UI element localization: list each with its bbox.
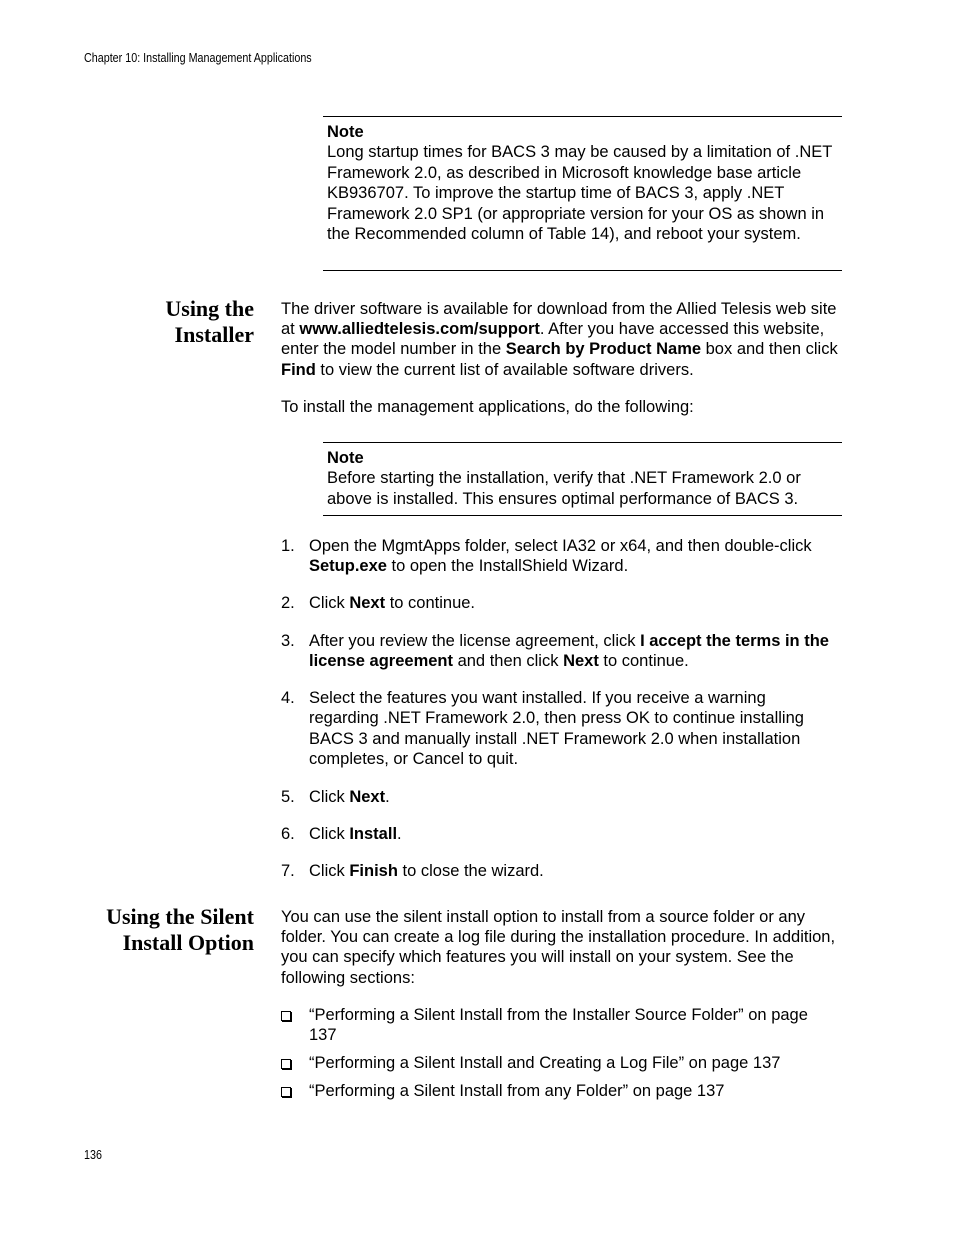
- text-run: . After you have accessed this website, enter the model number in the: [281, 320, 825, 359]
- support-url: www.alliedtelesis.com/support: [299, 320, 540, 339]
- search-field-name: Search by Product Name: [505, 340, 702, 359]
- note-text: Before starting the installation, verify that .NET Framework 2.0 or above is installed. This ensures optimal performance of BACS 3.: [327, 469, 801, 508]
- list-item: [281, 1005, 841, 1046]
- heading-line: Using the: [165, 296, 254, 321]
- note-text: Long startup times for BACS 3 may be caused by a limitation of .NET Framework 2.0, as described in Microsoft knowledge base article KB936707. To improve the startup time of BACS 3, apply .NET Framework 2.0 SP1 (or appropriate version for your OS as shown in the Recommended column of Table 14), and reboot your system.: [327, 143, 833, 244]
- step-number: 5.: [281, 788, 295, 806]
- step-item: [281, 593, 841, 614]
- text-run: The driver software is available for download from the Allied Telesis web site at: [281, 300, 837, 339]
- download-paragraph: [281, 299, 841, 380]
- step-text: Click Next to continue.: [309, 594, 476, 612]
- step-number: 7.: [281, 862, 295, 880]
- note-label: Note: [327, 123, 364, 141]
- section-heading-using-the-installer: [34, 296, 254, 348]
- step-number: 1.: [281, 537, 295, 555]
- find-button-name: Find: [281, 360, 316, 379]
- list-item: [281, 1081, 841, 1102]
- step-text: Click Next.: [309, 788, 390, 806]
- step-text: Select the features you want installed. If you receive a warning regarding .NET Framework 2.0, then press OK to continue installing BACS 3 and manually install .NET Framework 2.0 when installation completes, or Cancel to quit.: [309, 689, 804, 768]
- cross-reference-link[interactable]: “Performing a Silent Install from any Folder” on page 137: [309, 1082, 725, 1100]
- install-intro-paragraph: To install the management applications, do the following:: [281, 398, 694, 416]
- page-number: 136: [84, 1148, 102, 1162]
- checkbox-bullet-icon: [281, 1011, 291, 1021]
- text-run: to view the current list of available software drivers.: [315, 360, 694, 379]
- step-item: [281, 787, 841, 808]
- list-item: [281, 1053, 841, 1074]
- note-box: [323, 442, 842, 516]
- cross-reference-link[interactable]: “Performing a Silent Install and Creating a Log File” on page 137: [309, 1054, 781, 1072]
- running-header: Chapter 10: Installing Management Applications: [84, 51, 312, 65]
- step-item: [281, 631, 841, 672]
- checkbox-bullet-icon: [281, 1059, 291, 1069]
- step-number: 6.: [281, 825, 295, 843]
- step-text: Open the MgmtApps folder, select IA32 or x64, and then double-click Setup.exe to open the InstallShield Wizard.: [309, 537, 812, 576]
- step-item: [281, 824, 841, 845]
- step-text: Click Finish to close the wizard.: [309, 862, 544, 880]
- heading-line: Install Option: [122, 930, 254, 955]
- step-item: [281, 861, 841, 882]
- heading-line: Installer: [174, 322, 254, 347]
- text-run: box and then click: [701, 340, 838, 359]
- step-text: After you review the license agreement, click I accept the terms in the license agreement and then click Next to continue.: [309, 632, 829, 671]
- step-number: 3.: [281, 632, 295, 650]
- note-label: Note: [327, 449, 364, 467]
- cross-reference-link[interactable]: “Performing a Silent Install from the Installer Source Folder” on page 137: [309, 1006, 808, 1045]
- step-number: 2.: [281, 594, 295, 612]
- note-box: [323, 116, 842, 271]
- heading-line: Using the Silent: [106, 904, 254, 929]
- step-item: [281, 688, 841, 770]
- step-number: 4.: [281, 689, 295, 707]
- section-heading-silent-install: [34, 904, 254, 956]
- silent-install-paragraph: You can use the silent install option to install from a source folder or any folder. You can create a log file during the installation procedure. In addition, you can specify which features you will install on your system. See the following sections:: [281, 908, 836, 987]
- step-text: Click Install.: [309, 825, 402, 843]
- step-item: [281, 536, 841, 577]
- checkbox-bullet-icon: [281, 1087, 291, 1097]
